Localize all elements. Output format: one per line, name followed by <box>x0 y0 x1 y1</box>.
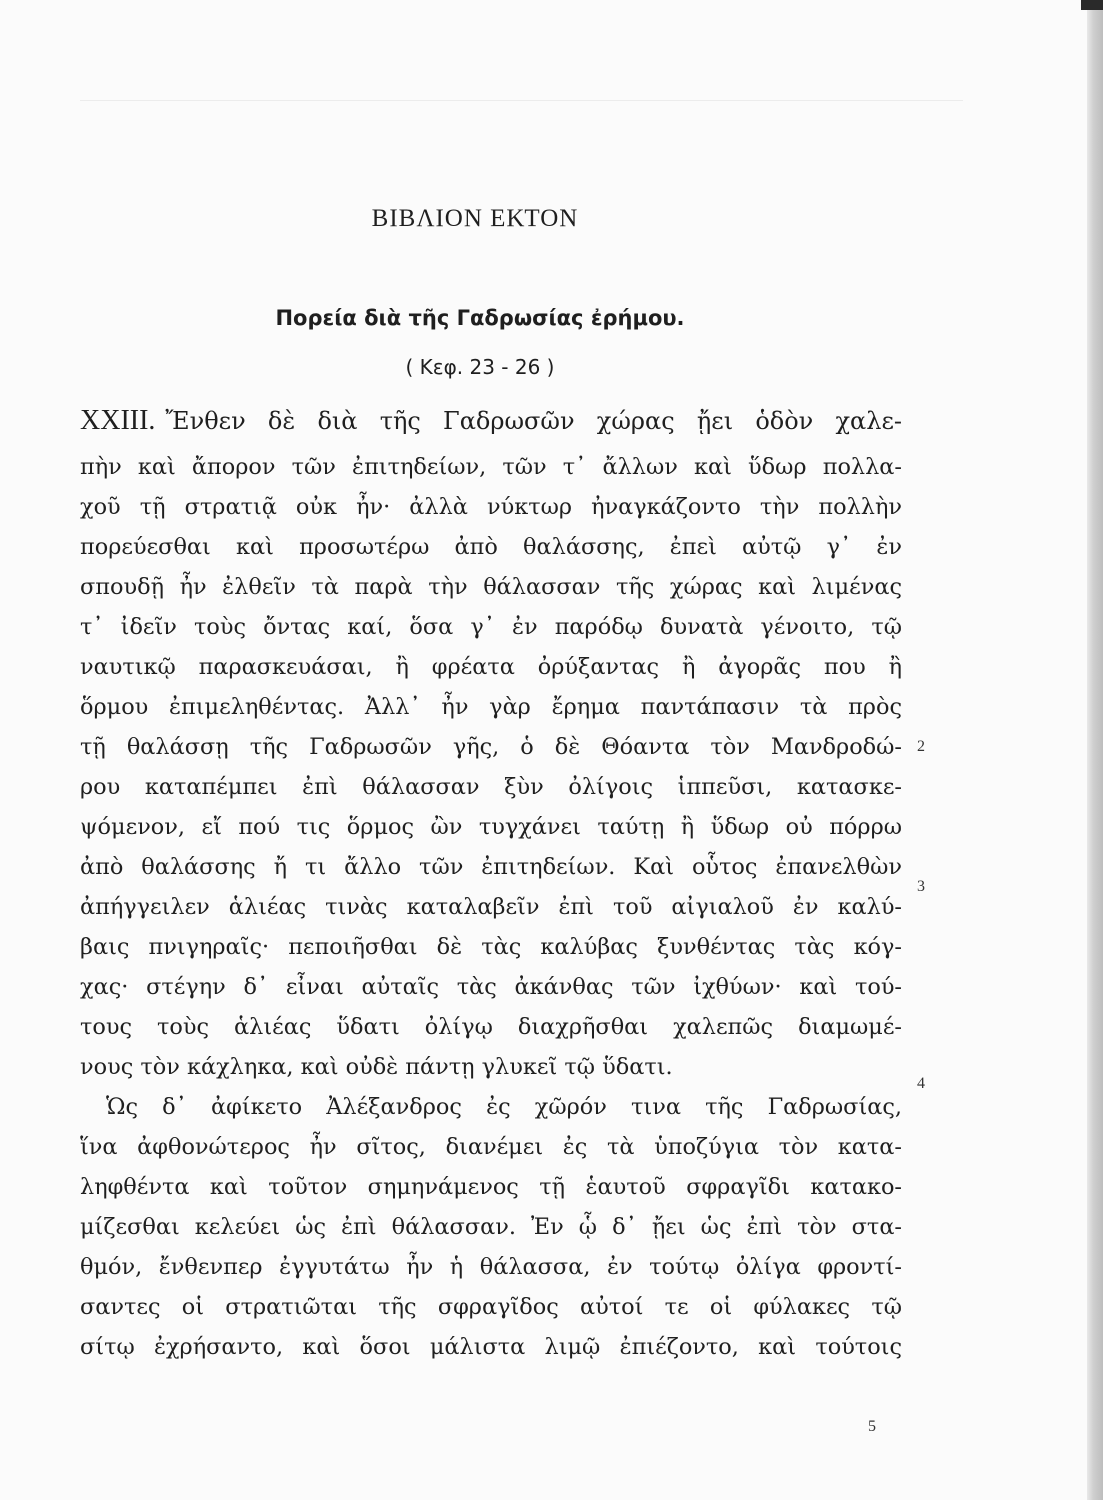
show-through-line <box>80 100 963 111</box>
text-line-7: ναυτικῷ παρασκευάσαι, ἢ φρέατα ὀρύξαντας ἢ ἀγορᾶς που ἢ <box>80 654 902 680</box>
text-line-12: ἀπὸ θαλάσσης ἤ τι ἄλλο τῶν ἐπιτηδείων. Καὶ οὗτος ἐπανελθὼν <box>80 854 902 880</box>
text-line-14: βαις πνιγηραῖς· πεποιῆσθαι δὲ τὰς καλύβας ξυνθέντας τὰς κόγ- <box>80 934 902 960</box>
section-heading: Πορεία διὰ τῆς Γαδρωσίας ἐρήμου. <box>275 306 685 330</box>
text-line-9: τῇ θαλάσσῃ τῆς Γαδρωσῶν γῆς, ὁ δὲ Θόαντα τὸν Μανδροδώ- <box>80 734 902 760</box>
book-title: ΒΙΒΛΙΟΝ ΕΚΤΟΝ <box>371 205 579 232</box>
page-edge-shadow <box>1087 0 1103 1500</box>
text-line-19: ἵνα ἀφθονώτερος ἦν σῖτος, διανέμει ἐς τὰ ὑποζύγια τὸν κατα- <box>80 1134 902 1160</box>
page-number: 5 <box>868 1418 876 1435</box>
text-line-4: πορεύεσθαι καὶ προσωτέρω ἀπὸ θαλάσσης, ἐπεὶ αὐτῷ γ᾽ ἐν <box>80 534 902 560</box>
text-line-10: ρου καταπέμπει ἐπὶ θάλασσαν ξὺν ὀλίγοις ἱππεῦσι, κατασκε- <box>80 774 902 800</box>
text-line-8: ὅρμου ἐπιμεληθέντας. Ἀλλ᾽ ἦν γὰρ ἔρημα παντάπασιν τὰ πρὸς <box>80 694 902 720</box>
text-line-22: θμόν, ἔνθενπερ ἐγγυτάτω ἦν ἡ θάλασσα, ἐν τούτῳ ὀλίγα φροντί- <box>80 1254 902 1280</box>
text-line-24: σίτῳ ἐχρήσαντο, καὶ ὅσοι μάλιστα λιμῷ ἐπιέζοντο, καὶ τούτοις <box>80 1334 902 1360</box>
text-line-1 <box>80 405 902 437</box>
margin-number: 2 <box>917 738 925 755</box>
corner-mark <box>1081 0 1103 10</box>
text-line-17: νους τὸν κάχληκα, καὶ οὐδὲ πάντῃ γλυκεῖ τῷ ὕδατι. <box>80 1054 673 1080</box>
text-line-16: τους τοὺς ἁλιέας ὕδατι ὀλίγῳ διαχρῆσθαι χαλεπῶς διαμωμέ- <box>80 1014 902 1040</box>
text-line-1-content: Ἔνθεν δὲ διὰ τῆς Γαδρωσῶν χώρας ᾔει ὁδὸν χαλε- <box>165 407 902 435</box>
chapter-range: ( Κεφ. 23 - 26 ) <box>405 355 555 379</box>
text-line-23: σαντες οἱ στρατιῶται τῆς σφραγῖδος αὐτοί τε οἱ φύλακες τῷ <box>80 1294 902 1320</box>
text-line-5: σπουδῇ ἦν ἐλθεῖν τὰ παρὰ τὴν θάλασσαν τῆς χώρας καὶ λιμένας <box>80 574 902 600</box>
text-line-3: χοῦ τῇ στρατιᾷ οὐκ ἦν· ἀλλὰ νύκτωρ ἠναγκάζοντο τὴν πολλὴν <box>80 494 902 520</box>
text-line-15: χας· στέγην δ᾽ εἶναι αὐταῖς τὰς ἀκάνθας τῶν ἰχθύων· καὶ τού- <box>80 974 902 1000</box>
text-line-2: πὴν καὶ ἄπορον τῶν ἐπιτηδείων, τῶν τ᾽ ἄλλων καὶ ὕδωρ πολλα- <box>80 454 902 480</box>
text-line-21: μίζεσθαι κελεύει ὡς ἐπὶ θάλασσαν. Ἐν ᾧ δ᾽ ᾔει ὡς ἐπὶ τὸν στα- <box>80 1214 902 1240</box>
text-line-6: τ᾽ ἰδεῖν τοὺς ὄντας καί, ὅσα γ᾽ ἐν παρόδῳ δυνατὰ γένοιτο, τῷ <box>80 614 902 640</box>
margin-number: 3 <box>917 878 925 895</box>
margin-number: 4 <box>917 1075 925 1092</box>
text-line-20: ληφθέντα καὶ τοῦτον σημηνάμενος τῇ ἑαυτοῦ σφραγῖδι κατακο- <box>80 1174 902 1200</box>
text-line-11: ψόμενον, εἴ πού τις ὅρμος ὢν τυγχάνει ταύτῃ ἢ ὕδωρ οὐ πόρρω <box>80 814 902 840</box>
chapter-numeral: XXIII. <box>80 405 156 436</box>
text-line-18: Ὡς δ᾽ ἀφίκετο Ἀλέξανδρος ἐς χῶρόν τινα τῆς Γαδρωσίας, <box>106 1094 902 1120</box>
text-line-13: ἀπήγγειλεν ἁλιέας τινὰς καταλαβεῖν ἐπὶ τοῦ αἰγιαλοῦ ἐν καλύ- <box>80 894 902 920</box>
